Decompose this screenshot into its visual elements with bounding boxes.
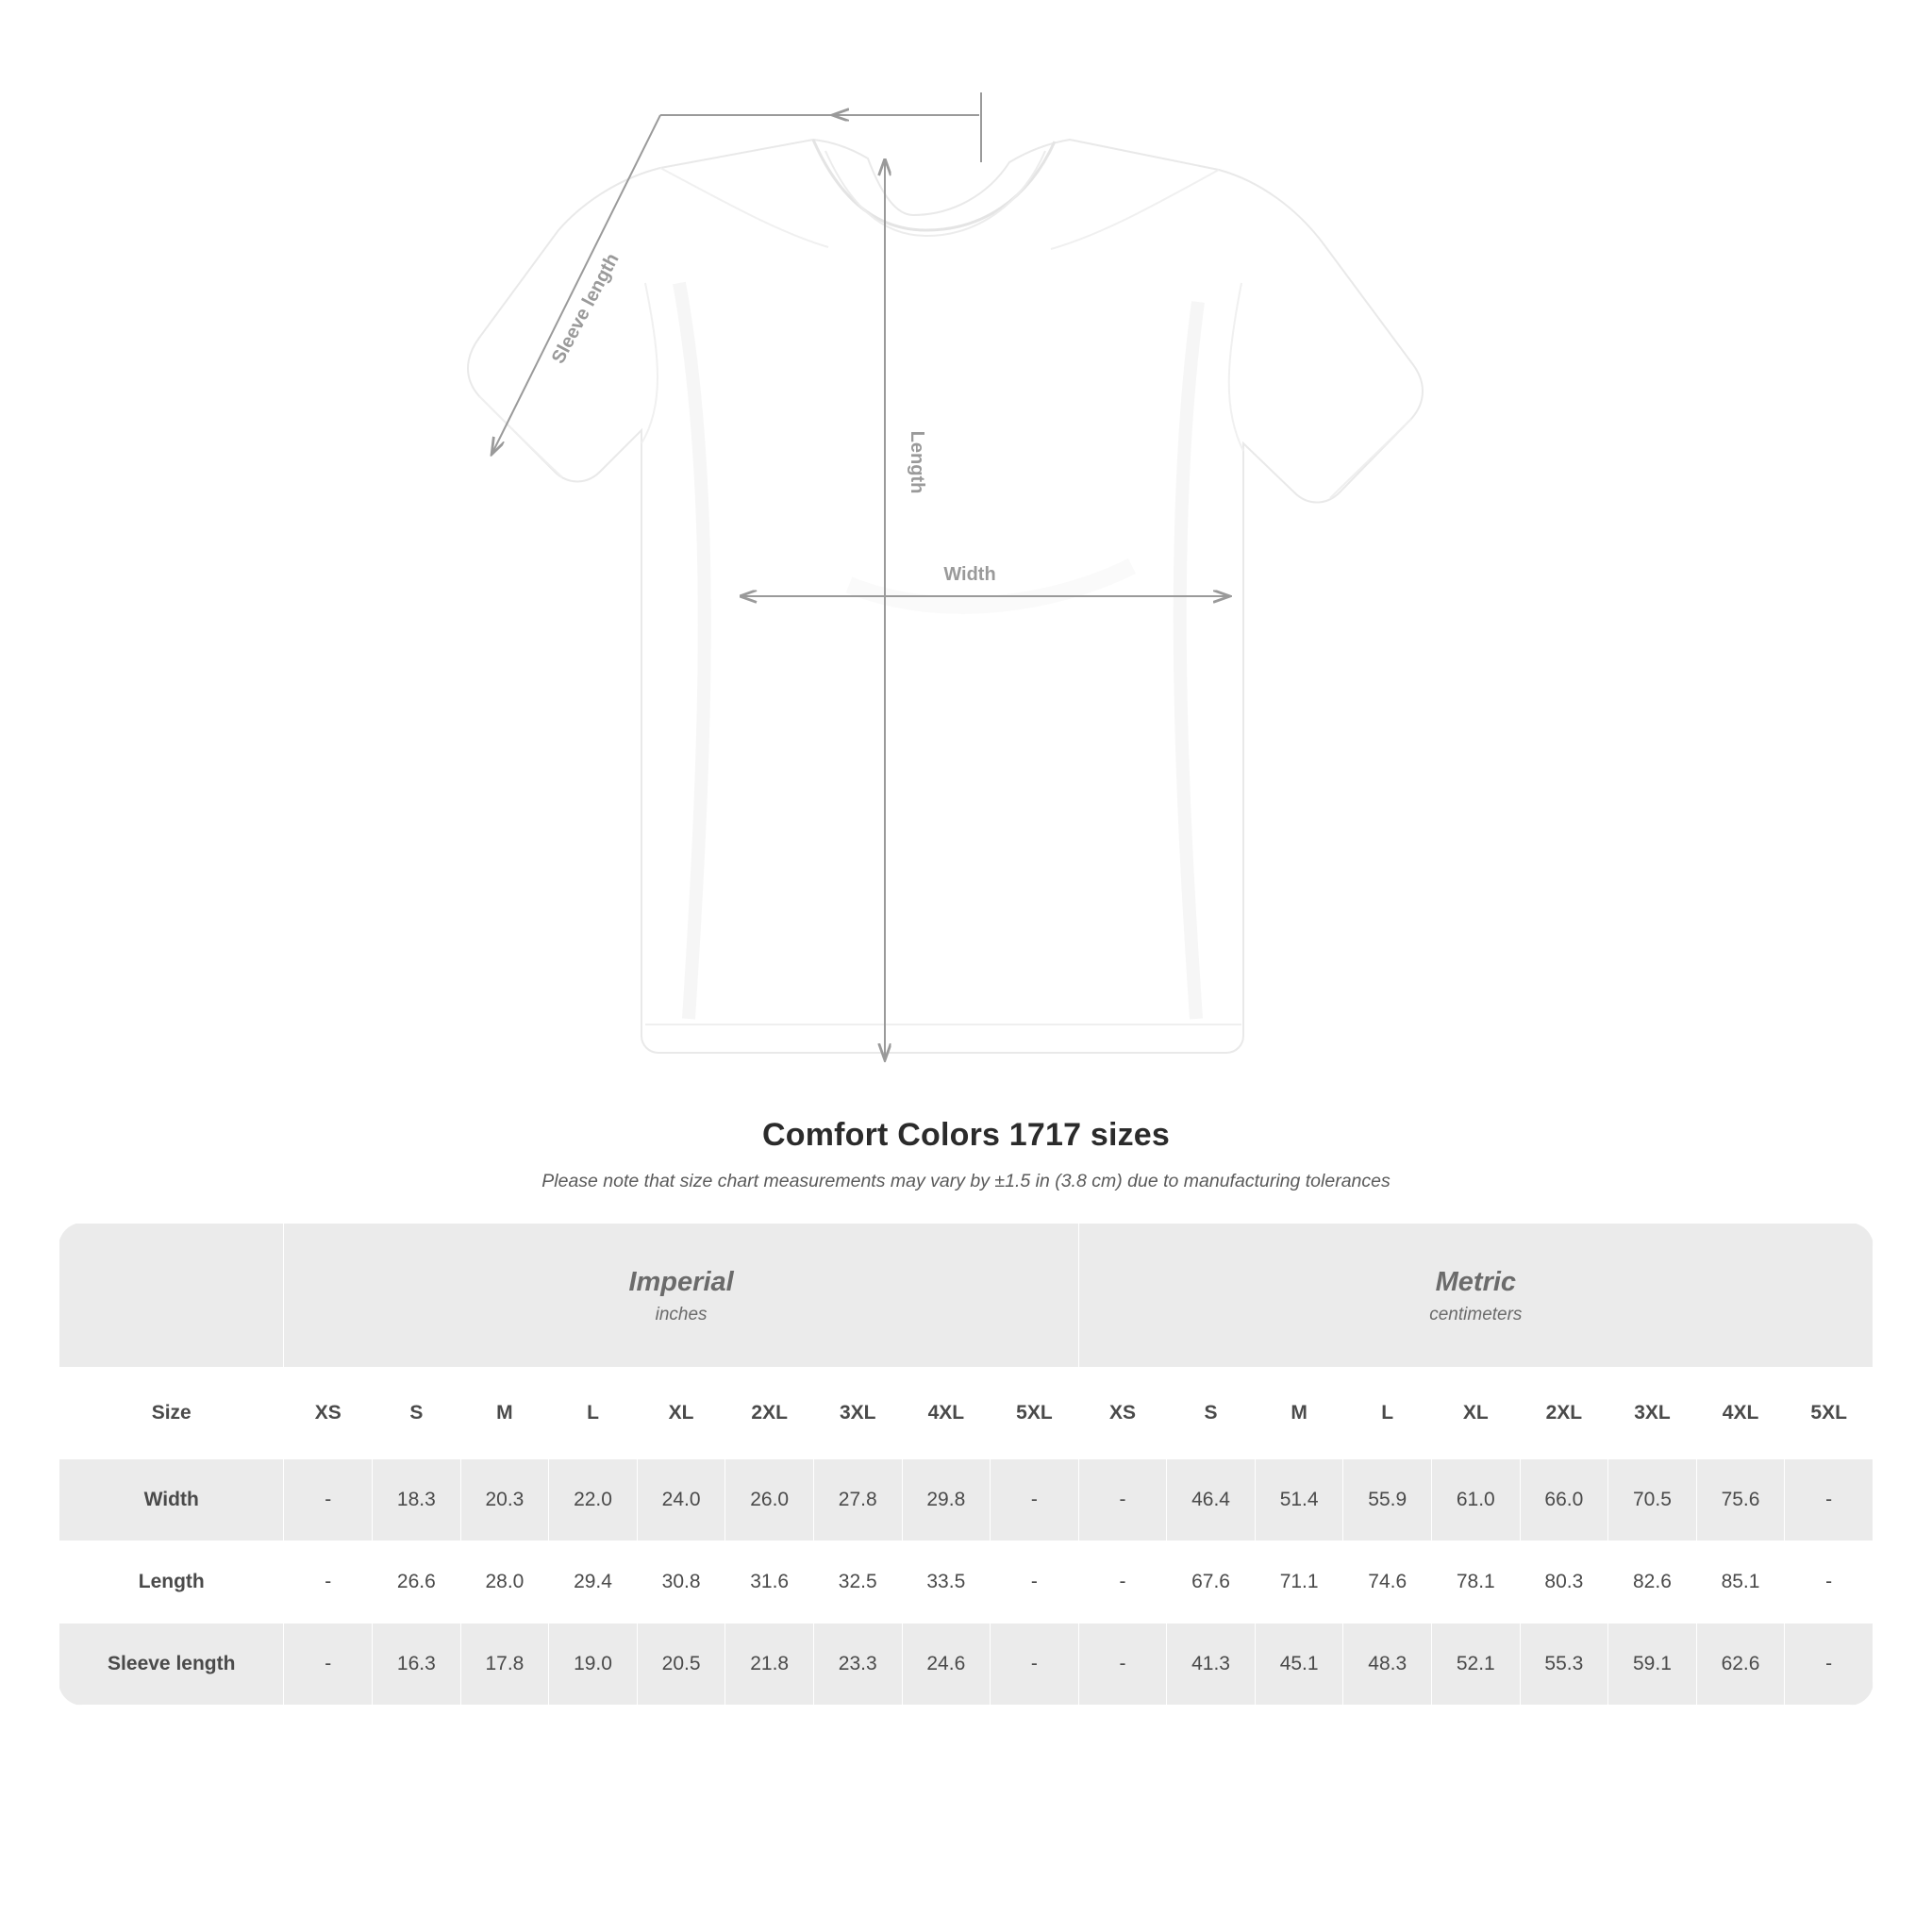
cell-width-met-m: 51.4 xyxy=(1255,1459,1343,1541)
cell-width-imp-2xl: 26.0 xyxy=(725,1459,814,1541)
cell-width-imp-3xl: 27.8 xyxy=(813,1459,902,1541)
cell-length-met-m: 71.1 xyxy=(1255,1541,1343,1624)
cell-length-met-5xl: - xyxy=(1785,1541,1874,1624)
width-label: Width xyxy=(943,564,996,585)
row-label-length: Length xyxy=(59,1541,284,1624)
cell-width-met-s: 46.4 xyxy=(1167,1459,1256,1541)
cell-width-imp-xs: - xyxy=(284,1459,373,1541)
size-header-metric-2xl: 2XL xyxy=(1520,1368,1608,1459)
table-row xyxy=(59,1624,1874,1706)
cell-sleeve-imp-xs: - xyxy=(284,1624,373,1706)
cell-length-imp-s: 26.6 xyxy=(373,1541,461,1624)
cell-sleeve-imp-2xl: 21.8 xyxy=(725,1624,814,1706)
table-row xyxy=(59,1459,1874,1541)
size-table xyxy=(58,1223,1874,1706)
system-header-row xyxy=(59,1224,1874,1368)
size-header-imperial-l: L xyxy=(549,1368,638,1459)
size-header-metric-3xl: 3XL xyxy=(1608,1368,1697,1459)
cell-length-imp-2xl: 31.6 xyxy=(725,1541,814,1624)
cell-length-met-xs: - xyxy=(1078,1541,1167,1624)
cell-sleeve-met-2xl: 55.3 xyxy=(1520,1624,1608,1706)
cell-sleeve-met-l: 48.3 xyxy=(1343,1624,1432,1706)
size-header-imperial-xl: XL xyxy=(637,1368,725,1459)
size-header-metric-5xl: 5XL xyxy=(1785,1368,1874,1459)
cell-sleeve-imp-s: 16.3 xyxy=(373,1624,461,1706)
cell-sleeve-met-m: 45.1 xyxy=(1255,1624,1343,1706)
cell-sleeve-met-4xl: 62.6 xyxy=(1696,1624,1785,1706)
cell-sleeve-met-3xl: 59.1 xyxy=(1608,1624,1697,1706)
system-imperial-unit: inches xyxy=(655,1305,708,1325)
cell-width-met-3xl: 70.5 xyxy=(1608,1459,1697,1541)
size-header-imperial-m: M xyxy=(460,1368,549,1459)
cell-sleeve-imp-l: 19.0 xyxy=(549,1624,638,1706)
size-header-imperial-xs: XS xyxy=(284,1368,373,1459)
cell-length-imp-5xl: - xyxy=(991,1541,1079,1624)
size-header-row xyxy=(59,1368,1874,1459)
size-header-imperial-4xl: 4XL xyxy=(902,1368,991,1459)
table-row xyxy=(59,1541,1874,1624)
cell-sleeve-imp-5xl: - xyxy=(991,1624,1079,1706)
cell-length-met-4xl: 85.1 xyxy=(1696,1541,1785,1624)
cell-width-imp-l: 22.0 xyxy=(549,1459,638,1541)
sleeve-length-label: Sleeve length xyxy=(547,250,624,368)
page-title: Comfort Colors 1717 sizes xyxy=(761,1117,1171,1153)
size-header-imperial-2xl: 2XL xyxy=(725,1368,814,1459)
cell-sleeve-imp-4xl: 24.6 xyxy=(902,1624,991,1706)
row-label-width: Width xyxy=(59,1459,284,1541)
cell-width-imp-5xl: - xyxy=(991,1459,1079,1541)
cell-length-met-s: 67.6 xyxy=(1167,1541,1256,1624)
cell-length-imp-4xl: 33.5 xyxy=(902,1541,991,1624)
cell-length-met-3xl: 82.6 xyxy=(1608,1541,1697,1624)
size-header-metric-xl: XL xyxy=(1432,1368,1521,1459)
cell-width-met-xs: - xyxy=(1078,1459,1167,1541)
cell-length-met-xl: 78.1 xyxy=(1432,1541,1521,1624)
system-imperial-name: Imperial xyxy=(628,1266,734,1297)
cell-sleeve-imp-xl: 20.5 xyxy=(637,1624,725,1706)
cell-width-met-l: 55.9 xyxy=(1343,1459,1432,1541)
cell-length-imp-3xl: 32.5 xyxy=(813,1541,902,1624)
cell-sleeve-imp-m: 17.8 xyxy=(460,1624,549,1706)
cell-length-imp-m: 28.0 xyxy=(460,1541,549,1624)
size-table-wrapper xyxy=(58,1223,1874,1706)
cell-sleeve-met-xs: - xyxy=(1078,1624,1167,1706)
title-block xyxy=(0,1117,1932,1192)
length-label: Length xyxy=(907,430,927,494)
row-label-sleeve-length: Sleeve length xyxy=(59,1624,284,1706)
system-metric xyxy=(1078,1224,1873,1368)
cell-sleeve-met-s: 41.3 xyxy=(1167,1624,1256,1706)
size-header-metric-s: S xyxy=(1167,1368,1256,1459)
system-metric-name: Metric xyxy=(1435,1266,1517,1297)
cell-width-imp-s: 18.3 xyxy=(373,1459,461,1541)
system-imperial xyxy=(284,1224,1078,1368)
cell-width-imp-xl: 24.0 xyxy=(637,1459,725,1541)
size-header-imperial-5xl: 5XL xyxy=(991,1368,1079,1459)
tolerance-note: Please note that size chart measurements may vary by ±1.5 in (3.8 cm) due to manufacturing tolerances xyxy=(541,1171,1391,1191)
size-header-label: Size xyxy=(59,1368,284,1459)
cell-length-met-l: 74.6 xyxy=(1343,1541,1432,1624)
size-header-imperial-s: S xyxy=(373,1368,461,1459)
cell-length-imp-l: 29.4 xyxy=(549,1541,638,1624)
cell-length-imp-xl: 30.8 xyxy=(637,1541,725,1624)
cell-width-met-5xl: - xyxy=(1785,1459,1874,1541)
size-header-imperial-3xl: 3XL xyxy=(813,1368,902,1459)
cell-width-imp-4xl: 29.8 xyxy=(902,1459,991,1541)
system-metric-unit: centimeters xyxy=(1429,1305,1523,1325)
corner-cell xyxy=(59,1224,284,1368)
cell-width-imp-m: 20.3 xyxy=(460,1459,549,1541)
cell-length-imp-xs: - xyxy=(284,1541,373,1624)
size-header-metric-xs: XS xyxy=(1078,1368,1167,1459)
cell-width-met-2xl: 66.0 xyxy=(1520,1459,1608,1541)
cell-width-met-xl: 61.0 xyxy=(1432,1459,1521,1541)
size-header-metric-m: M xyxy=(1255,1368,1343,1459)
size-header-metric-l: L xyxy=(1343,1368,1432,1459)
size-header-metric-4xl: 4XL xyxy=(1696,1368,1785,1459)
cell-sleeve-imp-3xl: 23.3 xyxy=(813,1624,902,1706)
cell-width-met-4xl: 75.6 xyxy=(1696,1459,1785,1541)
cell-length-met-2xl: 80.3 xyxy=(1520,1541,1608,1624)
cell-sleeve-met-5xl: - xyxy=(1785,1624,1874,1706)
cell-sleeve-met-xl: 52.1 xyxy=(1432,1624,1521,1706)
